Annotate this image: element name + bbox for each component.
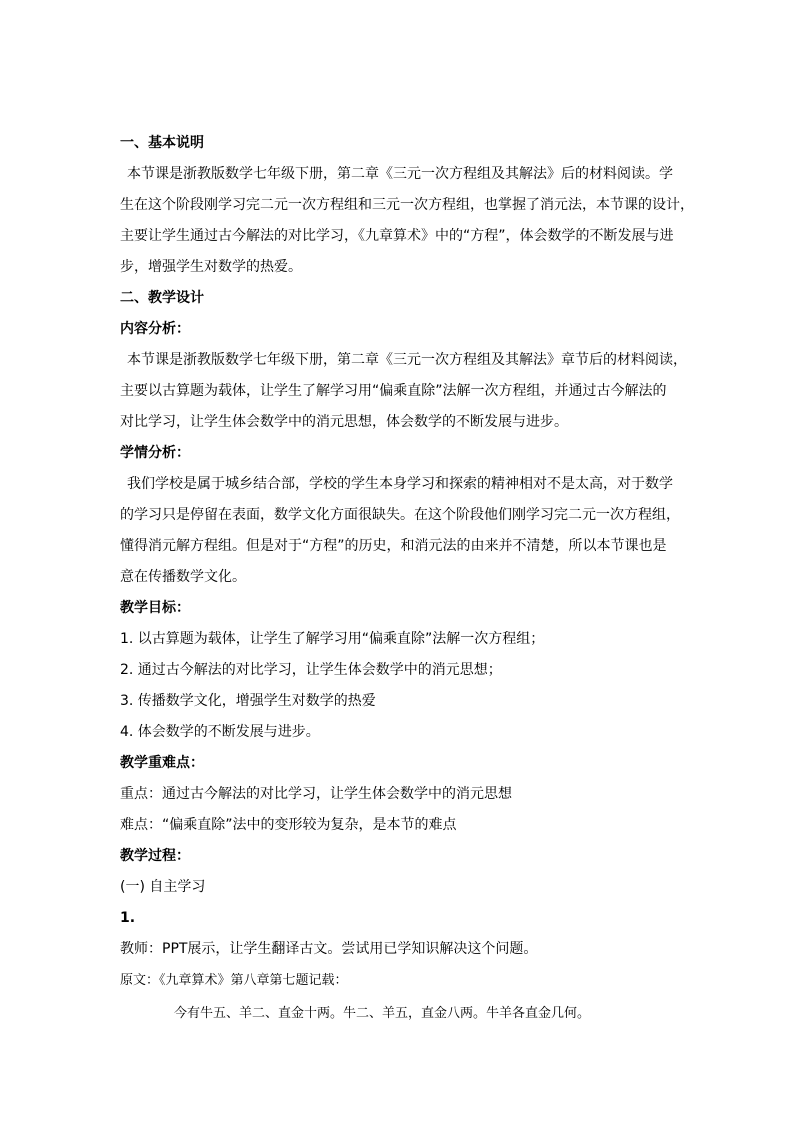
paragraph-line: 懂得消元解方程组。但是对于“方程”的历史，和消元法的由来并不清楚，所以本节课也是 — [120, 538, 667, 554]
original-text: 今有牛五、羊二、直金十两。牛二、羊五，直金八两。牛羊各直金几何。 — [174, 1006, 591, 1021]
paragraph-line: 意在传播数学文化。 — [120, 569, 246, 585]
paragraph-line: 主要以古算题为载体，让学生了解学习用“偏乘直除”法解一次方程组，并通过古今解法的 — [120, 383, 667, 399]
paragraph-line: 步，增强学生对数学的热爱。 — [120, 259, 302, 275]
difficult-point: 难点：“偏乘直除”法中的变形较为复杂，是本节的难点 — [120, 817, 457, 833]
key-point: 重点：通过古今解法的对比学习，让学生体会数学中的消元思想 — [120, 786, 512, 802]
goal-item: 2. 通过古今解法的对比学习，让学生体会数学中的消元思想； — [120, 662, 502, 678]
paragraph-line: 对比学习，让学生体会数学中的消元思想，体会数学的不断发展与进步。 — [120, 414, 568, 430]
section-heading-basic: 一、基本说明 — [120, 135, 204, 151]
paragraph-line: 本节课是浙教版数学七年级下册，第二章《三元一次方程组及其解法》后的材料阅读。学 — [127, 166, 673, 182]
subheading-student-analysis: 学情分析： — [120, 445, 190, 461]
goal-item: 3. 传播数学文化，增强学生对数学的热爱 — [120, 693, 376, 709]
subheading-key-difficult: 教学重难点： — [120, 755, 204, 771]
goal-item: 4. 体会数学的不断发展与进步。 — [120, 724, 320, 740]
subheading-content-analysis: 内容分析： — [120, 321, 190, 337]
document-body — [120, 128, 694, 1032]
process-subheading: (一) 自主学习 — [120, 879, 206, 895]
subheading-teaching-process: 教学过程： — [120, 848, 190, 864]
section-heading-design: 二、教学设计 — [120, 290, 204, 306]
paragraph-line: 主要让学生通过古今解法的对比学习，《九章算术》中的“方程”，体会数学的不断发展与进 — [120, 228, 674, 244]
teacher-instruction: 教师：PPT展示，让学生翻译古文。尝试用已学知识解决这个问题。 — [120, 941, 538, 957]
paragraph-line: 我们学校是属于城乡结合部，学校的学生本身学习和探索的精神相对不是太高，对于数学 — [127, 476, 673, 492]
goal-item: 1. 以古算题为载体，让学生了解学习用“偏乘直除”法解一次方程组； — [120, 631, 545, 647]
subheading-teaching-goals: 教学目标： — [120, 600, 190, 616]
paragraph-line: 本节课是浙教版数学七年级下册，第二章《三元一次方程组及其解法》章节后的材料阅读， — [127, 352, 687, 368]
paragraph-line: 的学习只是停留在表面，数学文化方面很缺失。在这个阶段他们刚学习完二元一次方程组， — [120, 507, 680, 523]
process-number: 1. — [120, 910, 136, 926]
paragraph-line: 生在这个阶段刚学习完二元一次方程组和三元一次方程组，也掌握了消元法，本节课的设计， — [120, 197, 694, 213]
original-text-label: 原文：《九章算术》第八章第七题记载： — [120, 973, 348, 988]
